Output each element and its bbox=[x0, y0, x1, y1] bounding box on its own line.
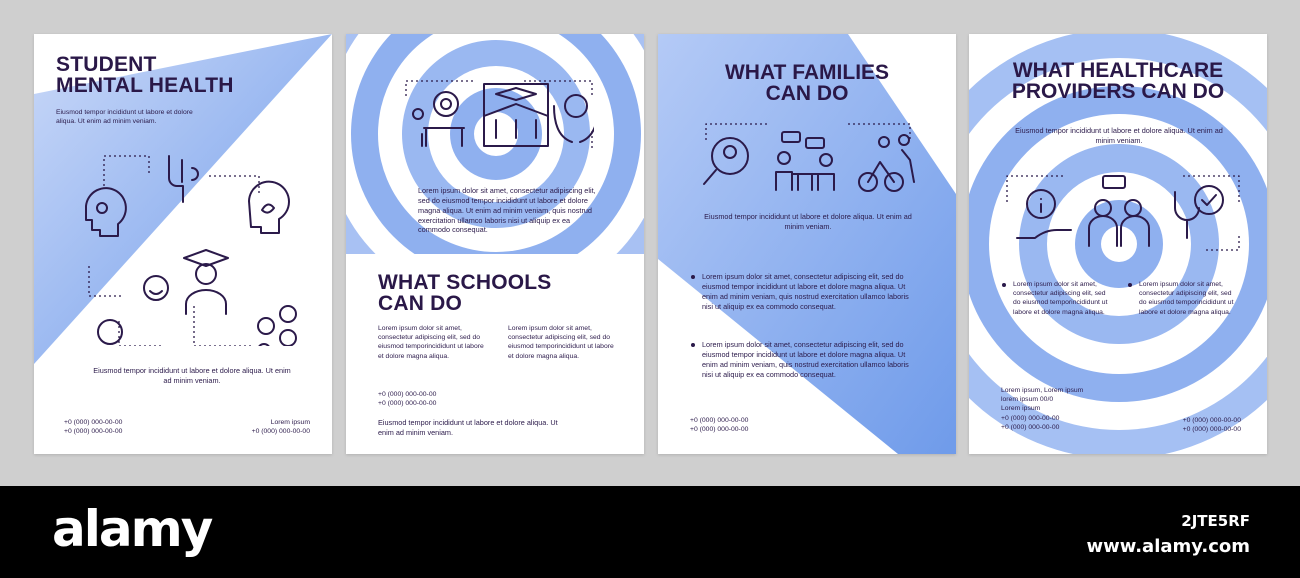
page3-title bbox=[658, 62, 956, 104]
brochure-page-healthcare bbox=[969, 34, 1267, 454]
page2-phones bbox=[378, 390, 436, 408]
page1-title-line2: MENTAL HEALTH bbox=[56, 74, 234, 97]
stethoscope-check-icon bbox=[1175, 186, 1223, 238]
page2-column-2: Lorem ipsum dolor sit amet, consectetur adipiscing elit, sed do eiusmod temporincididunt ut labore et dolore magna aliqua. bbox=[508, 325, 614, 360]
brochure-page-schools bbox=[346, 34, 644, 454]
page3-bullet-dot-2 bbox=[691, 343, 695, 347]
page1-title bbox=[56, 54, 234, 96]
graduate-icon bbox=[184, 250, 228, 314]
page4-bullet-2: Lorem ipsum dolor sit amet, consectetur adipiscing elit, sed do eiusmod temporincididunt ut labore et dolore magna aliqua. bbox=[1139, 281, 1234, 316]
page3-phone-2: +0 (000) 000-00-00 bbox=[690, 426, 749, 434]
page4-contact-line-1: Lorem ipsum, Lorem ipsum bbox=[1001, 387, 1084, 394]
page3-title-line2: CAN DO bbox=[765, 82, 849, 105]
brochure-page-families bbox=[658, 34, 956, 454]
info-hand-icon bbox=[1017, 190, 1071, 238]
page1-illustration bbox=[74, 146, 304, 346]
page4-contact-line-2: lorem ipsum 00/0 bbox=[1001, 396, 1054, 404]
page4-illustration bbox=[1003, 172, 1243, 256]
student-desk-icon bbox=[413, 92, 464, 146]
head-gear-icon bbox=[86, 188, 126, 236]
page1-contact-name: Lorem ipsum bbox=[270, 419, 310, 426]
page4-bullet-dot-2 bbox=[1128, 283, 1132, 287]
page3-bullet-1: Lorem ipsum dolor sit amet, consectetur adipiscing elit, sed do eiusmod tempor incididunt ut labore et dolore magna aliqua. Ut enim ad minim veniam, quis nostrud exercitation ullamco laboris nisi ut aliquip ex ea commodo consequat. bbox=[702, 272, 909, 311]
magnifier-graduate-icon bbox=[704, 138, 748, 184]
page1-title-line1: STUDENT bbox=[56, 53, 157, 76]
ok-hand-icon bbox=[169, 156, 198, 202]
page1-contact-right bbox=[252, 418, 310, 436]
page1-phone-2: +0 (000) 000-00-00 bbox=[64, 428, 123, 436]
page2-column-1: Lorem ipsum dolor sit amet, consectetur adipiscing elit, sed do eiusmod temporincididunt ut labore et dolore magna aliqua. bbox=[378, 325, 484, 360]
page3-intro: Eiusmod tempor incididunt ut labore et dolore aliqua. Ut enim ad minim veniam. bbox=[704, 212, 912, 231]
page2-title bbox=[378, 272, 552, 314]
page4-title-line1: WHAT HEALTHCARE bbox=[1012, 59, 1224, 82]
brochure-page-student-mental-health bbox=[34, 34, 332, 454]
school-building-icon bbox=[484, 84, 548, 146]
page3-bullet-dot-1 bbox=[691, 275, 695, 279]
page4-intro: Eiusmod tempor incididunt ut labore et dolore aliqua. Ut enim ad minim veniam. bbox=[1015, 126, 1223, 145]
emotions-gear-icon bbox=[258, 306, 296, 346]
parent-child-bike-icon bbox=[859, 135, 914, 191]
page4-bullet-dot-1 bbox=[1002, 283, 1006, 287]
page1-contact-left bbox=[64, 418, 122, 436]
page2-phone-1: +0 (000) 000-00-00 bbox=[378, 391, 437, 398]
page3-title-line1: WHAT FAMILIES bbox=[724, 61, 890, 84]
page2-footer: Eiusmod tempor incididunt ut labore et dolore aliqua. Ut enim ad minim veniam. bbox=[378, 418, 558, 437]
doctor-patient-icon bbox=[1089, 176, 1149, 246]
page2-title-line1: WHAT SCHOOLS bbox=[378, 271, 552, 294]
page4-title bbox=[969, 60, 1267, 102]
page2-title-line2: CAN DO bbox=[378, 292, 463, 315]
site-url: www.alamy.com bbox=[1086, 536, 1250, 557]
page4-phone-1: +0 (000) 000-00-00 bbox=[1001, 414, 1060, 422]
head-leaf-icon bbox=[249, 182, 289, 233]
alamy-logo: alamy bbox=[52, 500, 212, 558]
hands-graduate-icon bbox=[554, 95, 594, 142]
smile-icon bbox=[144, 276, 168, 300]
page4-phone-4: +0 (000) 000-00-00 bbox=[1182, 426, 1241, 434]
page3-phone-1: +0 (000) 000-00-00 bbox=[690, 417, 749, 424]
page3-bullet-2: Lorem ipsum dolor sit amet, consectetur adipiscing elit, sed do eiusmod tempor incididunt ut labore et dolore magna aliqua. Ut enim ad minim veniam, quis nostrud exercitation ullamco laboris nisi ut aliquip ex ea commodo consequat. bbox=[702, 340, 909, 379]
page4-phone-2: +0 (000) 000-00-00 bbox=[1001, 423, 1060, 431]
page4-phones-right bbox=[1183, 416, 1241, 434]
page1-body: Eiusmod tempor incididunt ut labore et dolore aliqua. Ut enim ad minim veniam. bbox=[93, 366, 291, 385]
image-id: 2JTE5RF bbox=[1181, 512, 1250, 530]
page2-phone-2: +0 (000) 000-00-00 bbox=[378, 400, 437, 408]
page4-phone-3: +0 (000) 000-00-00 bbox=[1182, 417, 1241, 424]
page4-contact-block bbox=[1001, 386, 1083, 432]
page4-contact-line-3: Lorem ipsum bbox=[1001, 405, 1041, 413]
page3-illustration bbox=[698, 120, 918, 196]
page3-phones bbox=[690, 416, 748, 434]
page4-title-line2: PROVIDERS CAN DO bbox=[1011, 80, 1225, 103]
page2-illustration bbox=[404, 76, 594, 156]
page4-bullet-1: Lorem ipsum dolor sit amet, consectetur adipiscing elit, sed do eiusmod temporincididunt ut labore et dolore magna aliqua. bbox=[1013, 281, 1108, 316]
page1-phone-3: +0 (000) 000-00-00 bbox=[251, 428, 310, 436]
page1-phone-1: +0 (000) 000-00-00 bbox=[64, 419, 123, 426]
family-talk-icon bbox=[776, 132, 834, 190]
page2-body-top: Lorem ipsum dolor sit amet, consectetur adipiscing elit, sed do eiusmod tempor incididunt ut labore et dolore magna aliqua. Ut enim ad minim veniam, quis nostrud exercitation ullamco laboris nisi ut aliquip ex ea commodo consequat. bbox=[418, 186, 596, 235]
hand-graduate-icon bbox=[78, 320, 136, 346]
page1-intro: Eiusmod tempor incididunt ut labore et dolore aliqua. Ut enim ad minim veniam. bbox=[56, 109, 193, 126]
